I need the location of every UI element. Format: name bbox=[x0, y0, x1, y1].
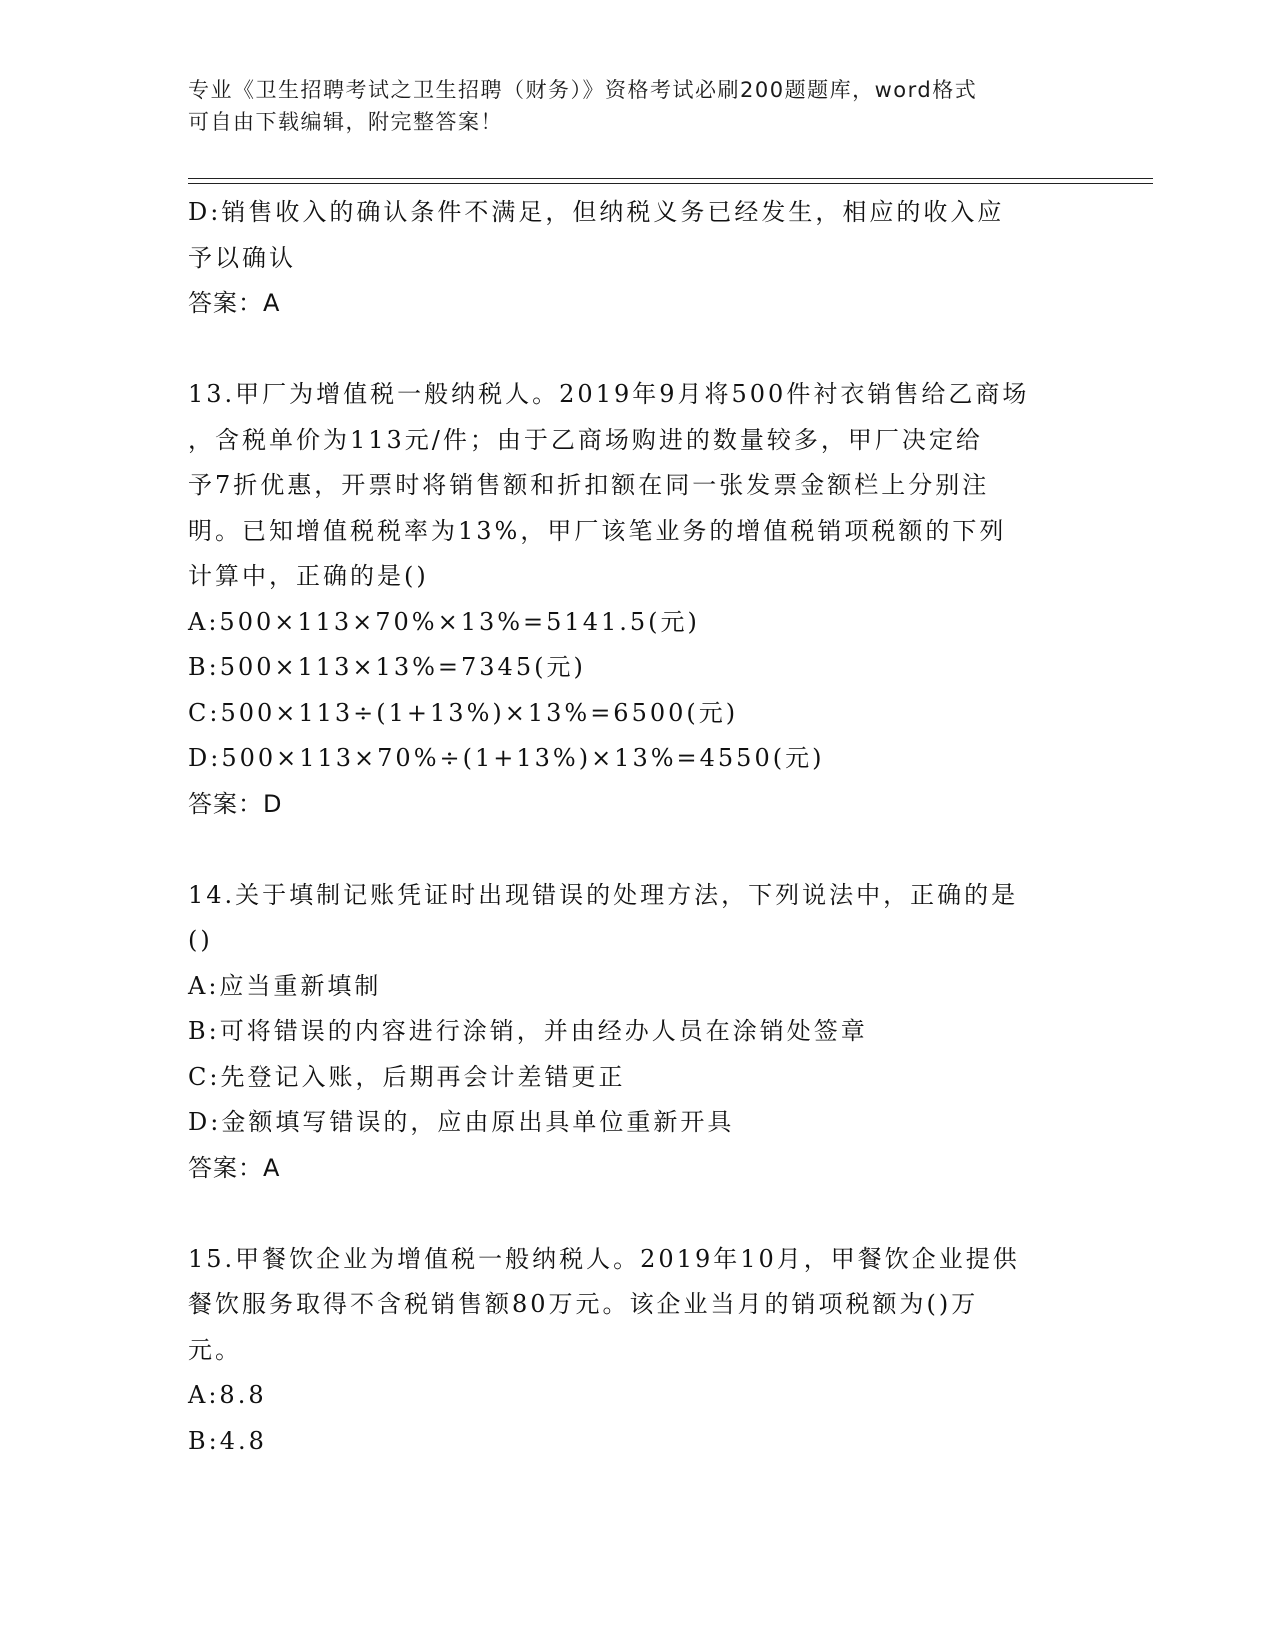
question-15 bbox=[188, 1237, 1088, 1465]
header-line-2: 可自由下载编辑，附完整答案！ bbox=[188, 110, 503, 134]
question-14 bbox=[188, 873, 1088, 1192]
spacer bbox=[188, 827, 1088, 873]
header-divider-top bbox=[188, 178, 1153, 179]
question-text-line: 13.甲厂为增值税一般纳税人。2019年9月将500件衬衣销售给乙商场 bbox=[188, 380, 1030, 408]
answer-label: 答案：A bbox=[188, 289, 281, 317]
header-line-1: 专业《卫生招聘考试之卫生招聘（财务）》资格考试必刷200题题库，word格式 bbox=[188, 78, 978, 102]
question-text-line: () bbox=[188, 926, 213, 954]
option-d: D:500×113×70%÷(1+13%)×13%=4550(元) bbox=[188, 744, 825, 772]
question-text-line: 予7折优惠，开票时将销售额和折扣额在同一张发票金额栏上分别注 bbox=[188, 471, 990, 499]
question-13 bbox=[188, 372, 1088, 827]
spacer bbox=[188, 327, 1088, 373]
question-text-line: ，含税单价为113元/件；由于乙商场购进的数量较多，甲厂决定给 bbox=[188, 425, 983, 454]
question-text-line: 明。已知增值税税率为13%，甲厂该笔业务的增值税销项税额的下列 bbox=[188, 516, 1007, 545]
option-d: D:金额填写错误的，应由原出具单位重新开具 bbox=[188, 1108, 735, 1136]
option-d: D:销售收入的确认条件不满足，但纳税义务已经发生，相应的收入应 bbox=[188, 198, 1005, 226]
option-c: C:500×113÷(1+13%)×13%=6500(元) bbox=[188, 698, 739, 727]
document-header bbox=[188, 74, 1088, 138]
option-b: B:4.8 bbox=[188, 1426, 267, 1455]
question-text-line: 计算中，正确的是() bbox=[188, 562, 429, 590]
option-d-continued: 予以确认 bbox=[188, 243, 296, 272]
header-divider-bottom bbox=[188, 183, 1153, 184]
question-text-line: 餐饮服务取得不含税销售额80万元。该企业当月的销项税额为()万 bbox=[188, 1290, 979, 1318]
option-b: B:500×113×13%=7345(元) bbox=[188, 653, 586, 681]
question-text-line: 14.关于填制记账凭证时出现错误的处理方法，下列说法中，正确的是 bbox=[188, 880, 1019, 909]
option-a: A:8.8 bbox=[188, 1381, 267, 1409]
answer-label: 答案：D bbox=[188, 789, 283, 818]
option-c: C:先登记入账，后期再会计差错更正 bbox=[188, 1062, 626, 1091]
answer-label: 答案：A bbox=[188, 1153, 281, 1182]
spacer bbox=[188, 1191, 1088, 1237]
question-text-line: 元。 bbox=[188, 1335, 242, 1364]
question-12-tail bbox=[188, 190, 1088, 327]
question-text-line: 15.甲餐饮企业为增值税一般纳税人。2019年10月，甲餐饮企业提供 bbox=[188, 1244, 1020, 1273]
option-b: B:可将错误的内容进行涂销，并由经办人员在涂销处签章 bbox=[188, 1017, 868, 1045]
option-a: A:应当重新填制 bbox=[188, 971, 382, 1000]
document-body bbox=[188, 190, 1088, 1464]
option-a: A:500×113×70%×13%=5141.5(元) bbox=[188, 607, 700, 636]
